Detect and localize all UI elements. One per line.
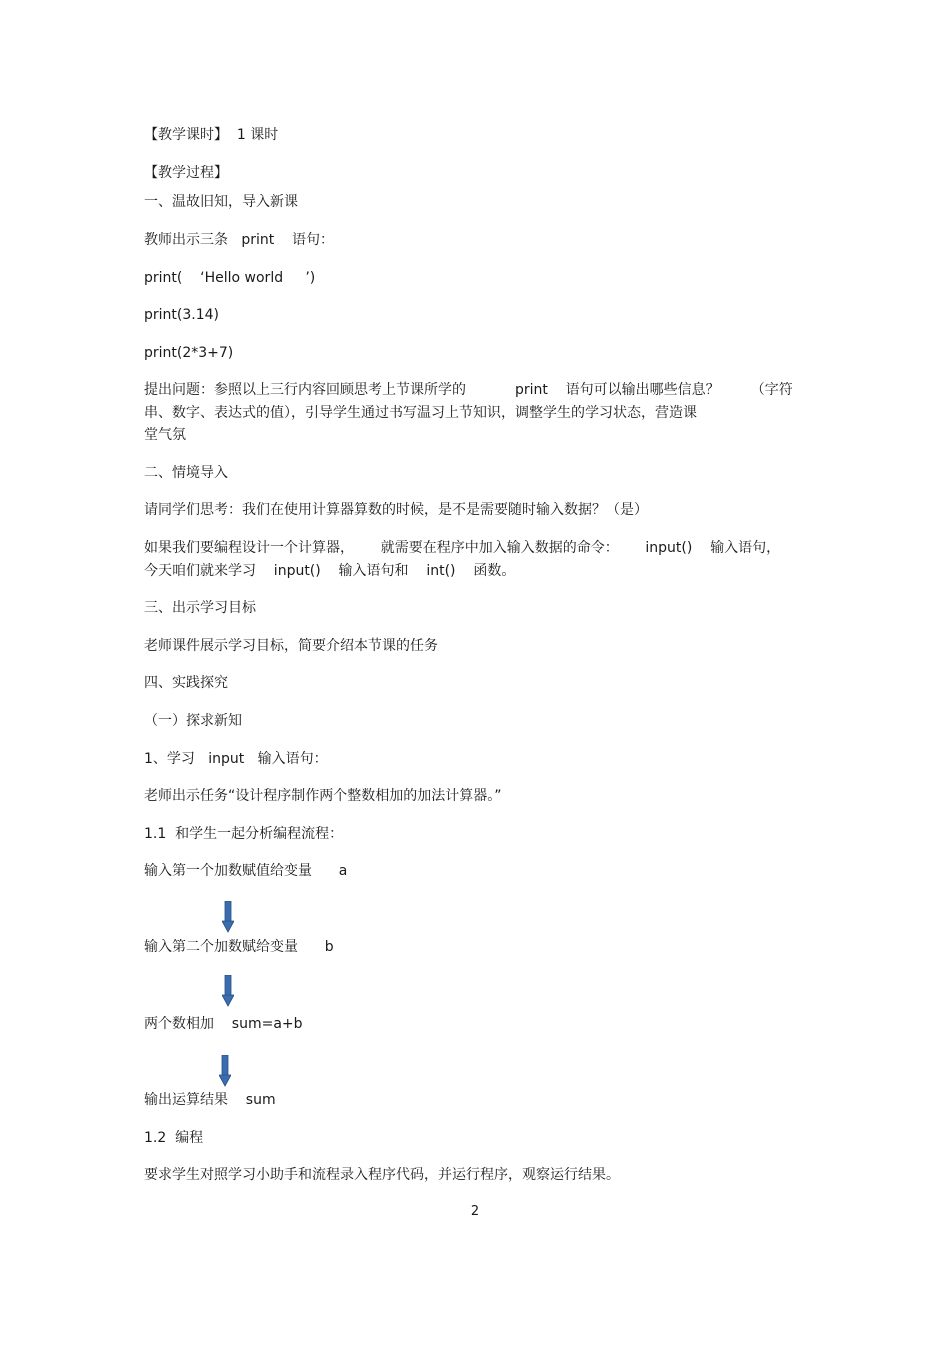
flow-step-2: 输入第二个加数赋给变量 b xyxy=(144,939,334,955)
instruction-text: 要求学生对照学习小助手和流程录入程序代码，并运行程序，观察运行结果。 xyxy=(144,1167,620,1183)
section2-intro-line-2: 今天咱们就来学习 input() 输入语句和 int() 函数。 xyxy=(144,563,516,579)
step-1-1: 1.1 和学生一起分析编程流程： xyxy=(144,826,344,842)
section1-intro: 教师出示三条 print 语句： xyxy=(144,232,335,248)
page-number: 2 xyxy=(470,1204,480,1219)
flow-step-4: 输出运算结果 sum xyxy=(144,1092,276,1108)
flow-step-3: 两个数相加 sum=a+b xyxy=(144,1016,303,1032)
step-1-2: 1.2 编程 xyxy=(144,1130,204,1146)
code-line-2: print(3.14) xyxy=(144,307,219,323)
process-heading: 【教学过程】 xyxy=(144,165,228,181)
code-line-1: print( ‘Hello world ’) xyxy=(144,270,316,286)
item-learn-input: 1、学习 input 输入语句： xyxy=(144,751,328,767)
flow-step-1: 输入第一个加数赋值给变量 a xyxy=(144,863,348,879)
section3-text: 老师课件展示学习目标，简要介绍本节课的任务 xyxy=(144,638,438,654)
section3-heading: 三、出示学习目标 xyxy=(144,600,256,616)
down-arrow-icon xyxy=(222,901,234,933)
section2-intro-line-1: 如果我们要编程设计一个计算器， 就需要在程序中加入输入数据的命令： input() 输入语句， xyxy=(144,540,781,556)
down-arrow-icon xyxy=(219,1055,231,1087)
task-statement: 老师出示任务“设计程序制作两个整数相加的加法计算器。” xyxy=(144,788,502,804)
question-line-2: 串、数字、表达式的值），引导学生通过书写温习上节知识，调整学生的学习状态，营造课 xyxy=(144,405,697,421)
code-line-3: print(2*3+7) xyxy=(144,345,234,361)
down-arrow-icon xyxy=(222,975,234,1007)
question-line-3: 堂气氛 xyxy=(144,427,186,443)
section4-heading: 四、实践探究 xyxy=(144,675,228,691)
sub-heading-explore: （一）探求新知 xyxy=(144,713,242,729)
section2-think: 请同学们思考：我们在使用计算器算数的时候，是不是需要随时输入数据？（是） xyxy=(144,502,648,518)
question-line-1: 提出问题：参照以上三行内容回顾思考上节课所学的 print 语句可以输出哪些信息？ （字符 xyxy=(144,382,793,398)
section1-heading: 一、温故旧知，导入新课 xyxy=(144,194,298,210)
section2-heading: 二、情境导入 xyxy=(144,465,228,481)
lesson-period: 【教学课时】 1 课时 xyxy=(144,127,279,143)
